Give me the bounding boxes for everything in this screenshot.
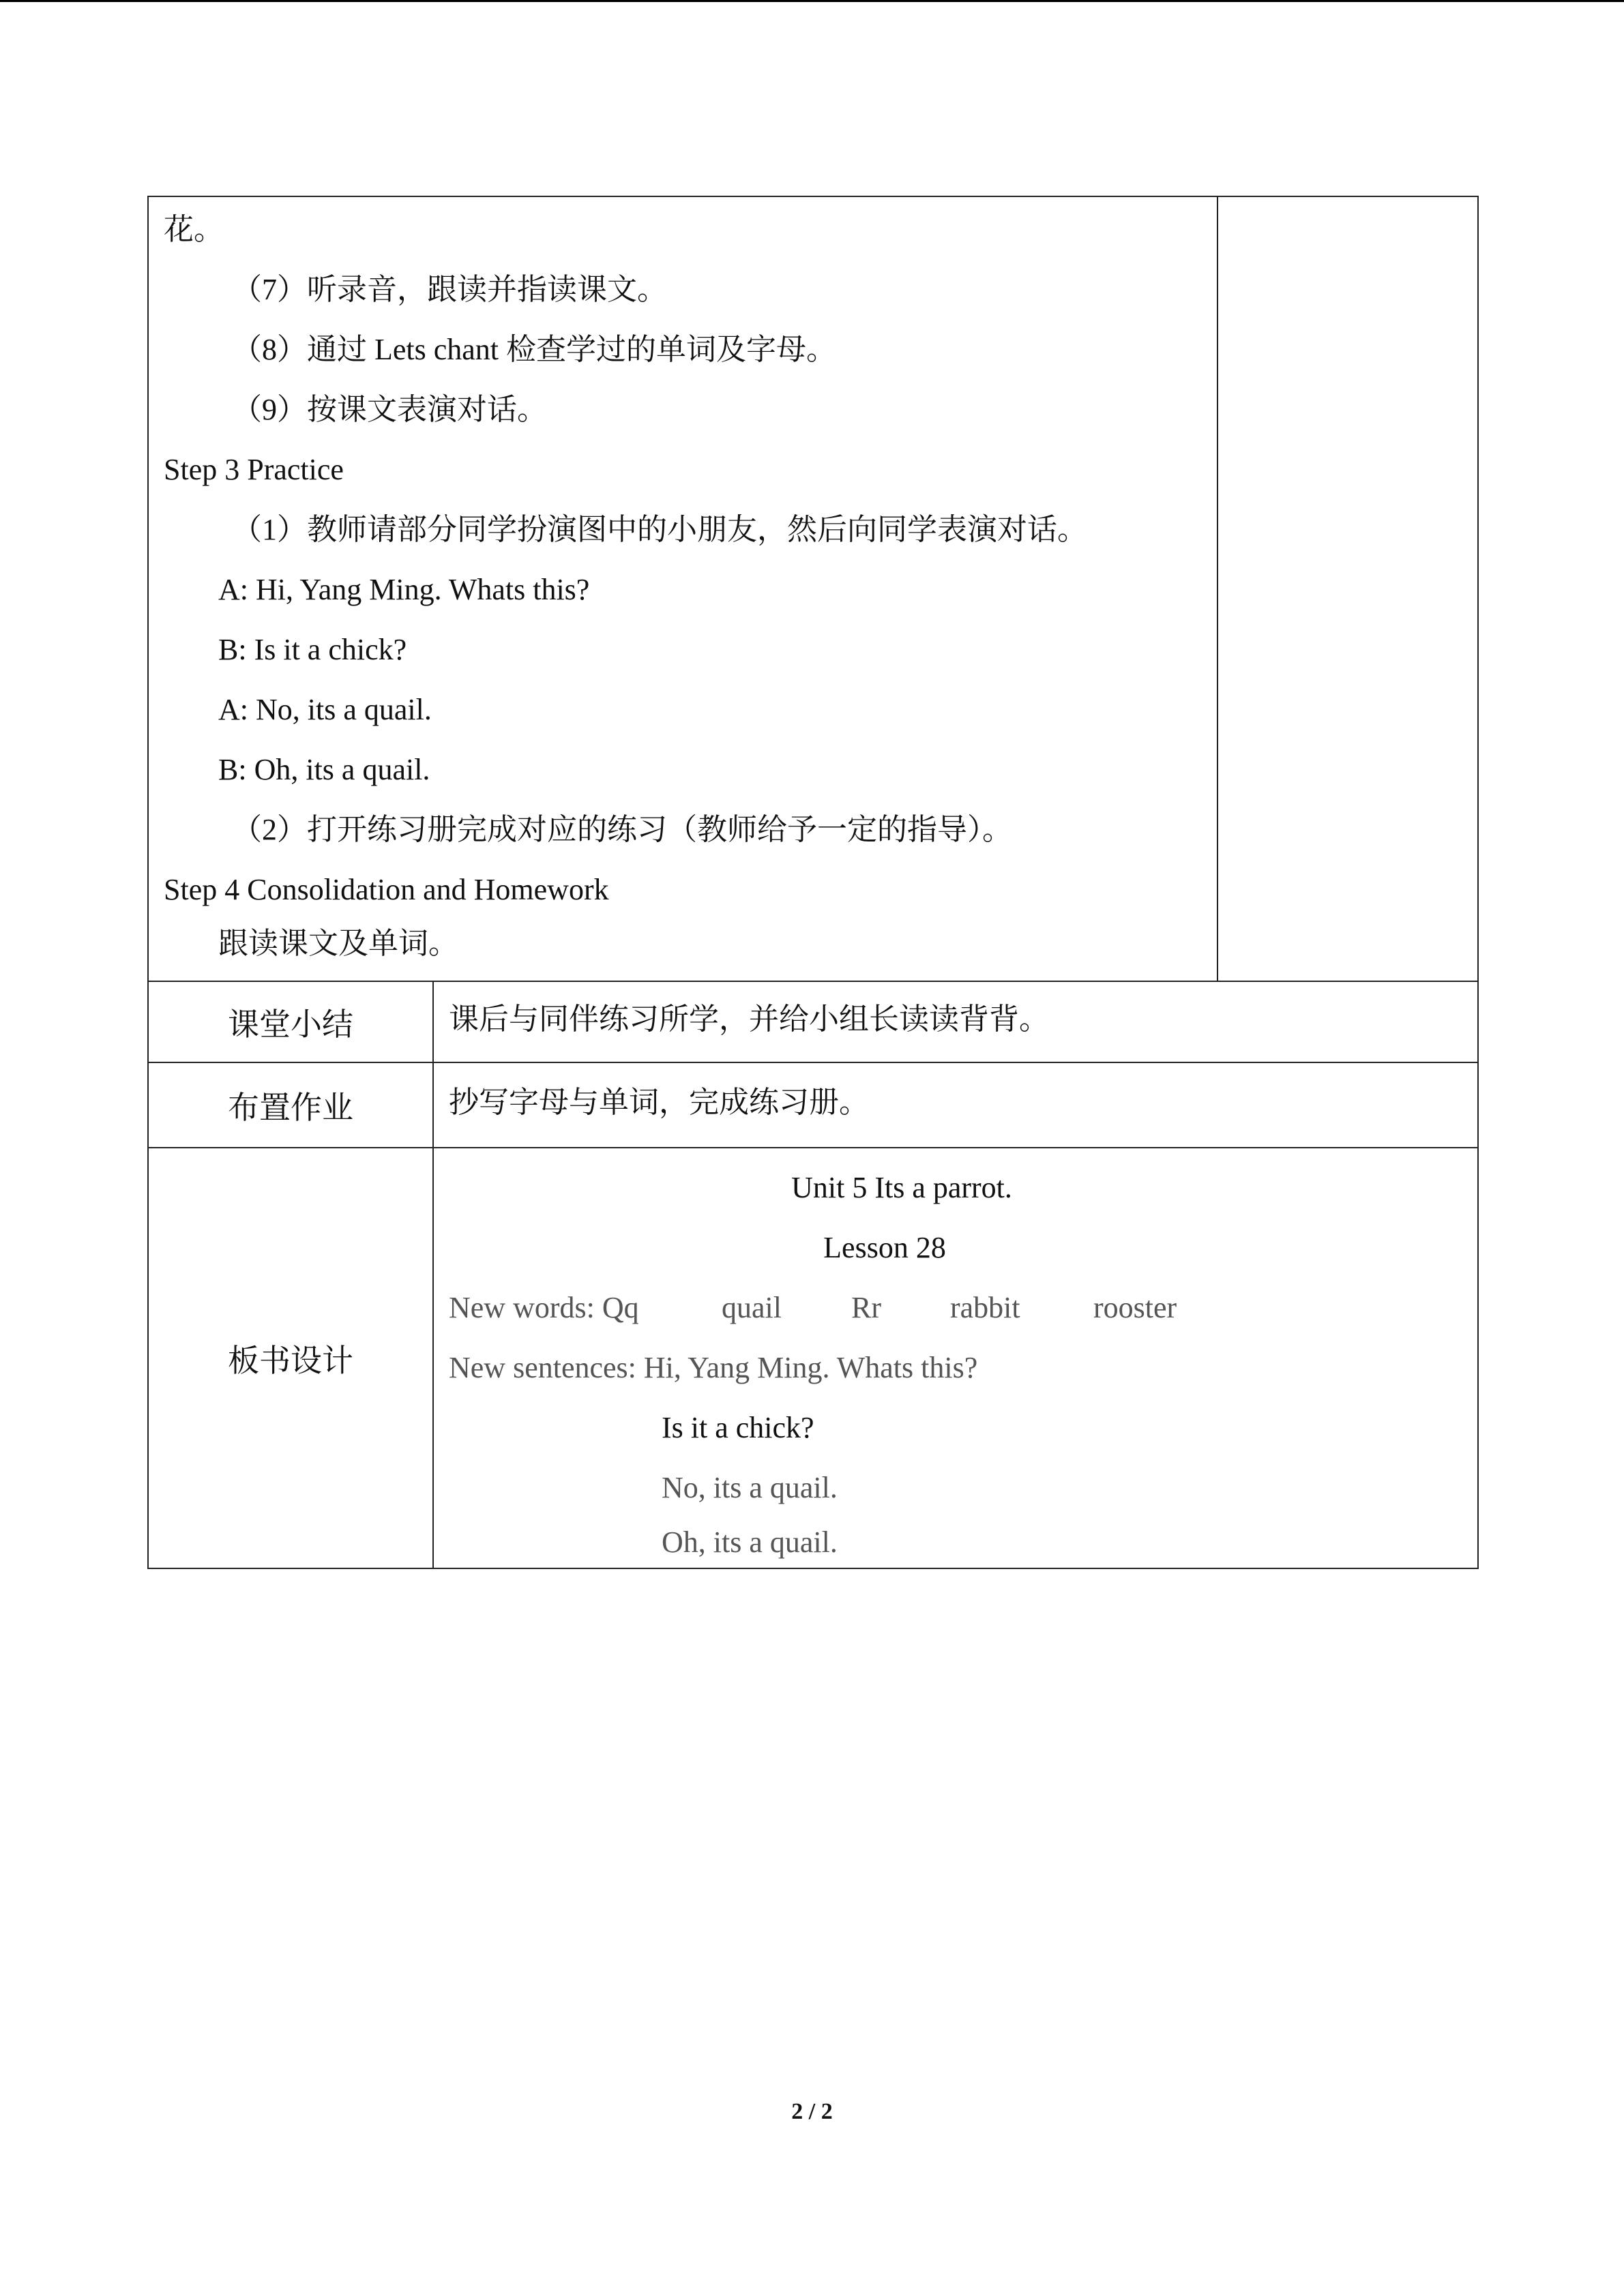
word: rabbit bbox=[950, 1291, 1020, 1324]
procedure-row bbox=[148, 196, 1478, 981]
board-sentence: Is it a chick? bbox=[662, 1411, 814, 1444]
board-new-words bbox=[449, 1278, 1477, 1338]
page-number: 2 / 2 bbox=[791, 2099, 833, 2124]
step3-item-2: （2）打开练习册完成对应的练习（教师给予一定的指导）。 bbox=[232, 813, 1012, 846]
new-words-label: New words: Qq bbox=[449, 1291, 639, 1324]
step3-item-1: （1）教师请部分同学扮演图中的小朋友，然后向同学表演对话。 bbox=[232, 513, 1087, 546]
step4-item: 跟读课文及单词。 bbox=[218, 927, 458, 960]
word: rooster bbox=[1093, 1291, 1177, 1324]
homework-text: 抄写字母与单词，完成练习册。 bbox=[449, 1086, 869, 1119]
board-sentence: No, it⁠s a quail. bbox=[662, 1471, 838, 1504]
procedure-cell bbox=[148, 196, 1217, 981]
homework-label: 布置作业 bbox=[148, 1062, 433, 1148]
homework-content bbox=[433, 1062, 1478, 1148]
board-sentence: Oh, it⁠s a quail. bbox=[662, 1525, 838, 1559]
board-row bbox=[148, 1148, 1478, 1568]
board-lesson: Lesson 28 bbox=[823, 1231, 946, 1264]
step3-heading: Step 3 Practice bbox=[164, 453, 344, 486]
board-new-sentences: New sentences: Hi, Yang Ming. What⁠s this? bbox=[449, 1351, 978, 1384]
dialogue-line: A: No, it⁠s a quail. bbox=[218, 693, 432, 726]
summary-content bbox=[433, 981, 1478, 1062]
step-item-7: （7）听录音，跟读并指读课文。 bbox=[232, 273, 667, 306]
summary-row bbox=[148, 981, 1478, 1062]
board-content bbox=[433, 1148, 1478, 1568]
continued-text: 花。 bbox=[164, 213, 224, 246]
step-item-8: （8）通过 Let⁠s chant 检查学过的单词及字母。 bbox=[232, 333, 837, 366]
dialogue-line: B: Oh, it⁠s a quail. bbox=[218, 753, 430, 786]
word: quail bbox=[722, 1291, 782, 1324]
summary-label: 课堂小结 bbox=[148, 981, 433, 1062]
step-item-9: （9）按课文表演对话。 bbox=[232, 393, 547, 426]
summary-text: 课后与同伴练习所学，并给小组长读读背背。 bbox=[449, 1002, 1049, 1036]
lesson-plan-table bbox=[147, 196, 1479, 1569]
top-border-line bbox=[0, 0, 1624, 2]
dialogue-line: B: Is it a chick? bbox=[218, 633, 407, 666]
board-label: 板书设计 bbox=[148, 1148, 433, 1568]
homework-row bbox=[148, 1062, 1478, 1148]
notes-cell bbox=[1217, 196, 1478, 981]
dialogue-line: A: Hi, Yang Ming. What⁠s this? bbox=[218, 573, 590, 606]
board-unit-title: Unit 5 It⁠s a parrot. bbox=[791, 1171, 1012, 1204]
step4-heading: Step 4 Consolidation and Homework bbox=[164, 873, 609, 906]
word: Rr bbox=[851, 1291, 881, 1324]
